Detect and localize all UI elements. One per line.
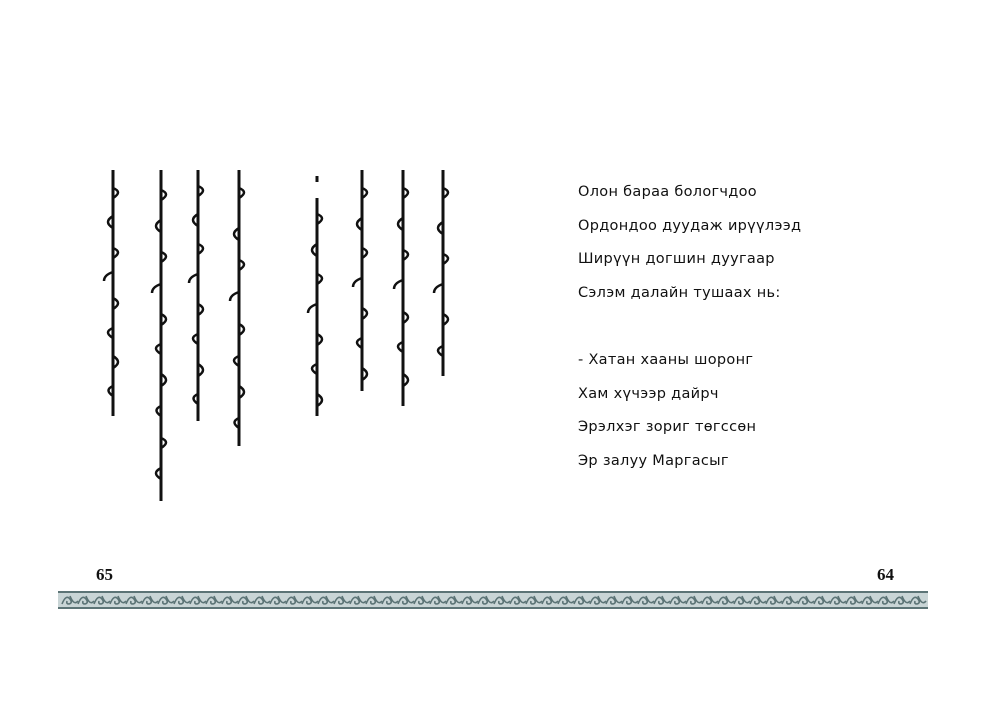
poem-line: Олон бараа бологчдоо (578, 184, 757, 200)
poem-line: Ширүүн догшин дуугаар (578, 251, 775, 267)
stanza-gap (578, 316, 801, 350)
mongolian-column-8 (430, 168, 456, 378)
poem-line: Эрэлхэг зориг төгссөн (578, 419, 757, 435)
poem (578, 182, 801, 484)
page-number-right: 64 (877, 565, 894, 584)
mongolian-column-2 (148, 168, 174, 503)
mongolian-column-3 (185, 168, 211, 423)
poem-line: - Хатан хааны шоронг (578, 352, 754, 368)
mongolian-column-1 (100, 168, 126, 418)
poem-line: Сэлэм далайн тушаах нь: (578, 284, 781, 301)
mongolian-column-5 (304, 168, 330, 418)
poem-line: Эр залуу Маргасыг (578, 452, 729, 469)
poem-line: Хам хүчээр дайрч (578, 385, 719, 402)
mongolian-column-6 (349, 168, 375, 393)
ornament-border (58, 590, 928, 610)
mongolian-column-4 (226, 168, 252, 448)
poem-line: Ордондоо дуудаж ирүүлээд (578, 217, 802, 234)
mongolian-column-7 (390, 168, 416, 408)
page-number-left: 65 (96, 565, 113, 584)
